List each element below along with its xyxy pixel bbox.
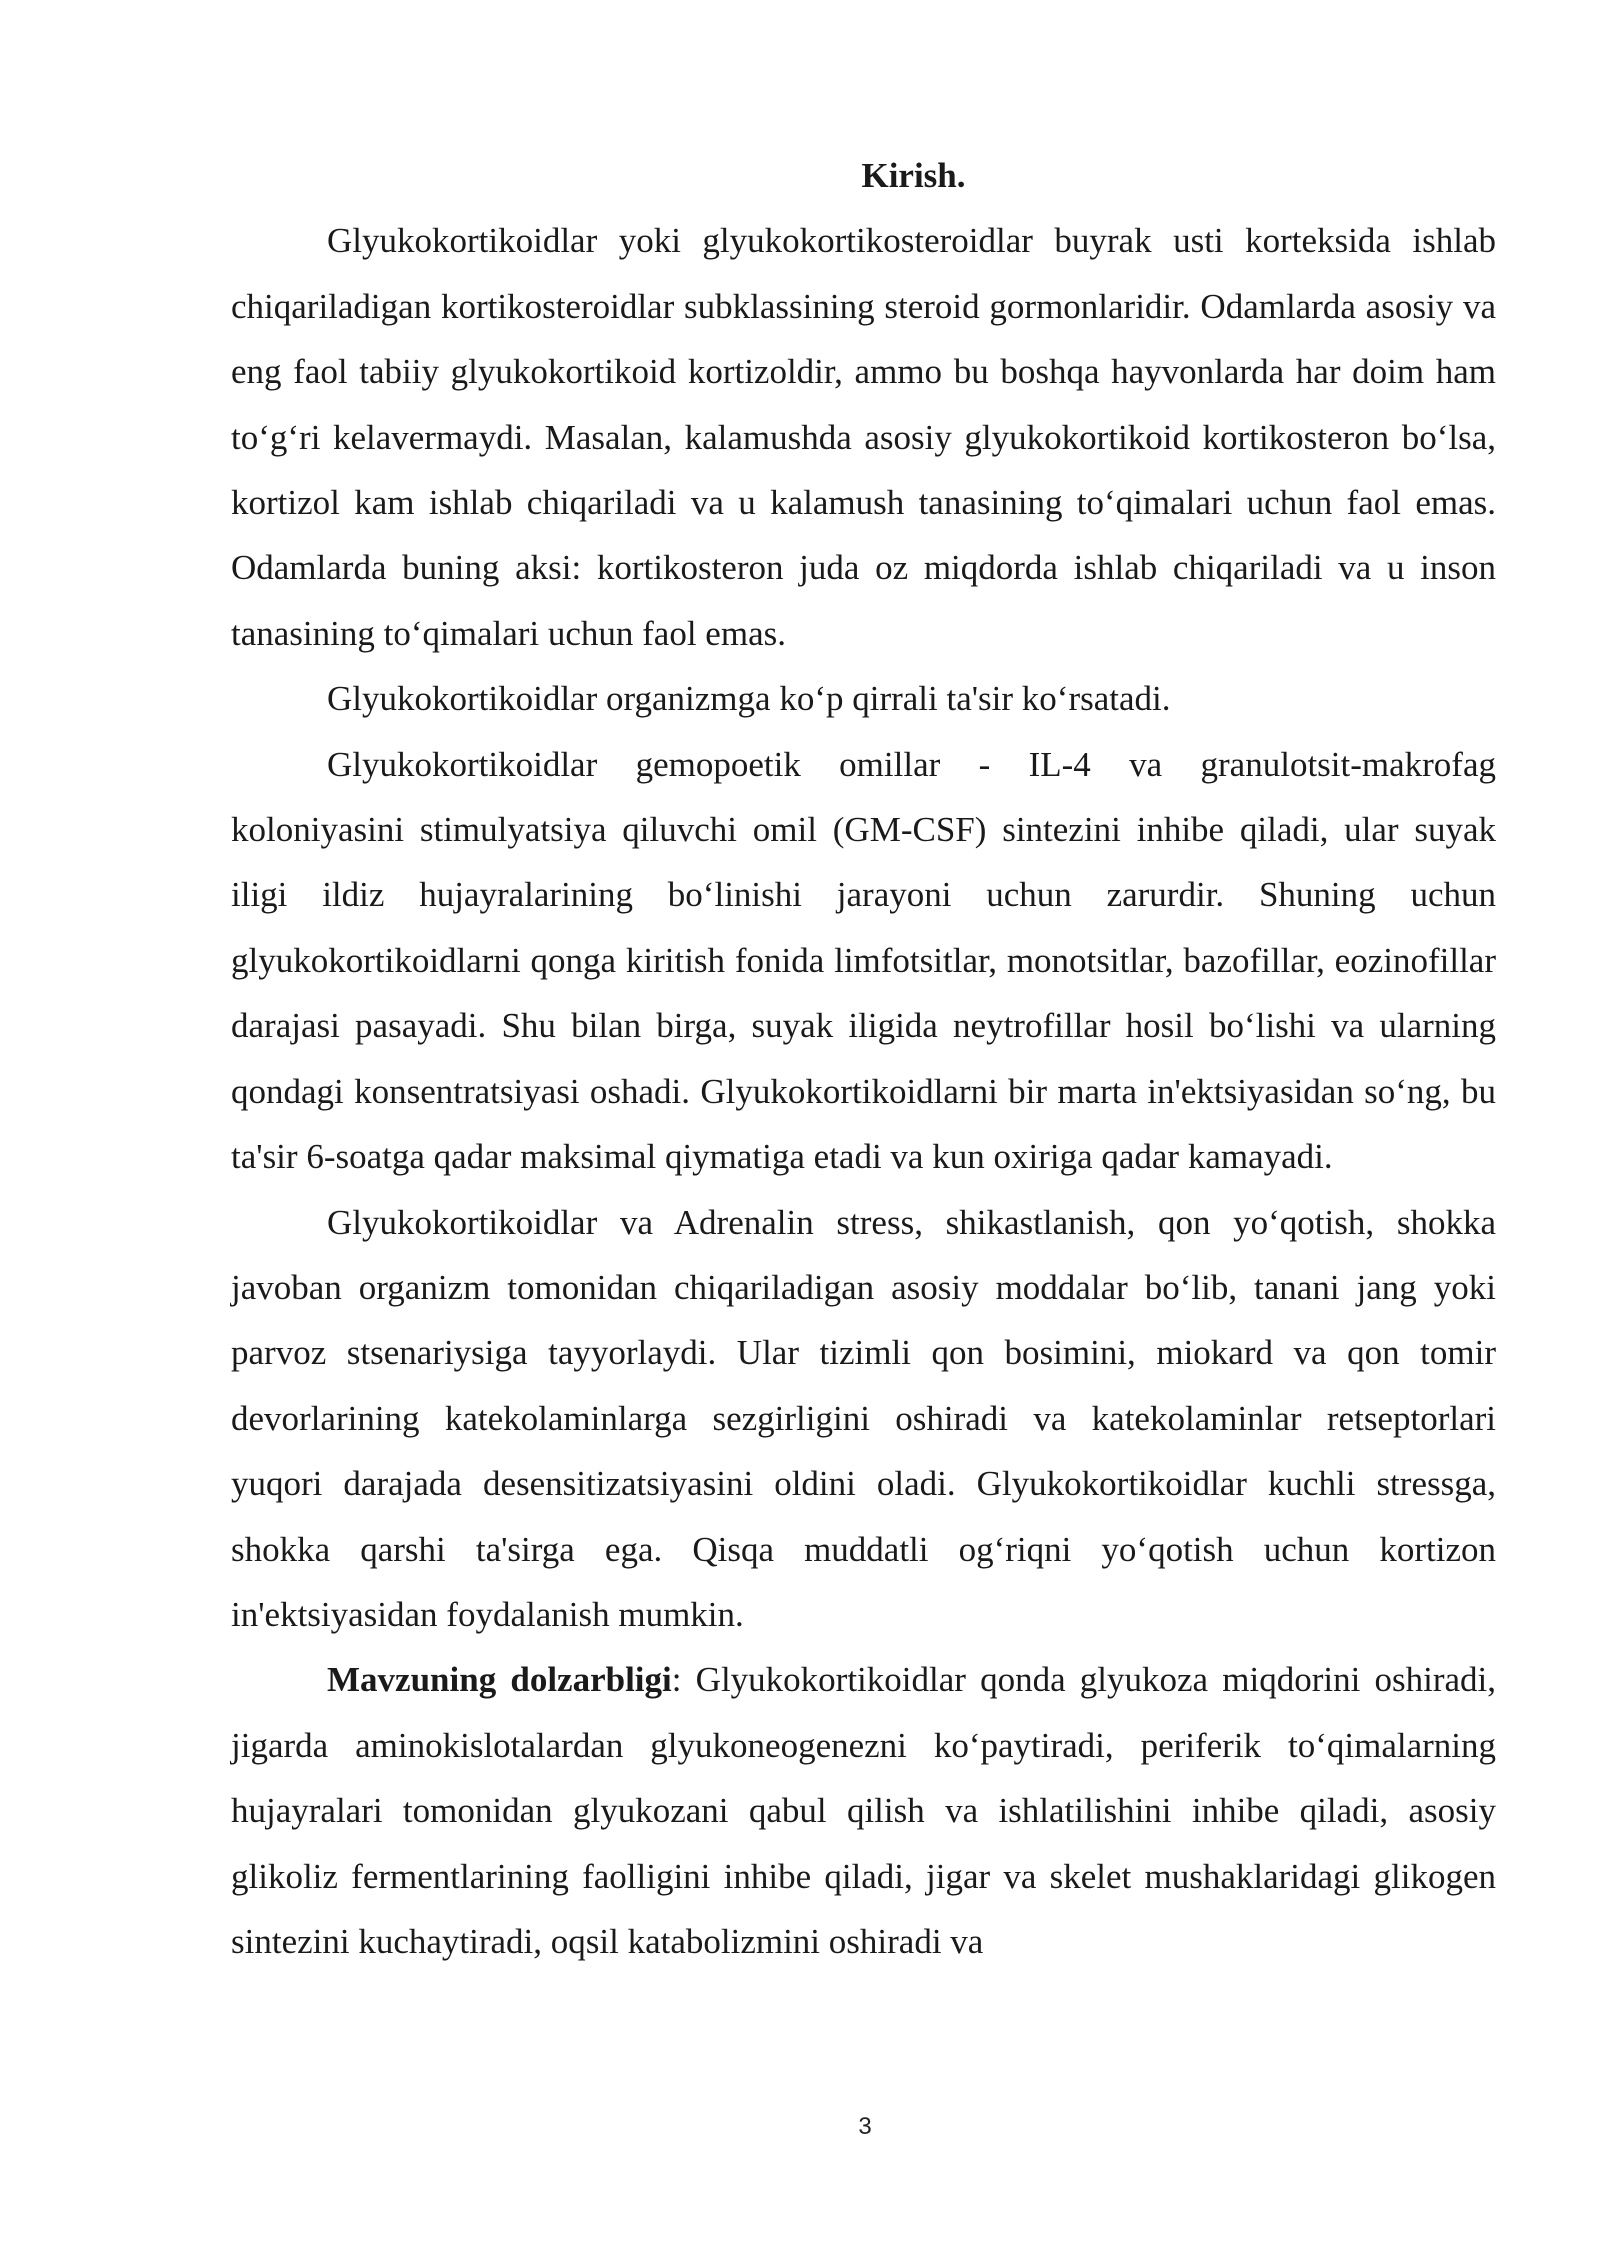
paragraph-text: : Glyukokortikoidlar qonda glyukoza miqdorini oshiradi, jigarda aminokislotalardan glyukoneogenezni ko‘paytiradi, periferik to‘qimalarning hujayralari tomonidan glyukozani qabul qilish va ishlatilishini inhibe qiladi, asosiy glikoliz fermentlarining faolligini inhibe qiladi, jigar va skelet mushaklaridagi glikogen sintezini kuchaytiradi, oqsil katabolizmini oshiradi va	[231, 1660, 1496, 1961]
paragraph-text: Glyukokortikoidlar va Adrenalin stress, shikastlanish, qon yo‘qotish, shokka javoban organizm tomonidan chiqariladigan asosiy moddalar bo‘lib, tanani jang yoki parvoz stsenariysiga tayyorlaydi. Ular tizimli qon bosimini, miokard va qon tomir devorlarining katekolaminlarga sezgirligini oshiradi va katekolaminlar retseptorlari yuqori darajada desensitizatsiyasini oldini oladi. Glyukokortikoidlar kuchli stressga, shokka qarshi ta'sirga ega. Qisqa muddatli og‘riqni yo‘qotish uchun kortizon in'ektsiyasidan foydalanish mumkin.	[231, 1202, 1496, 1634]
paragraph-relevance	[231, 1647, 1496, 1974]
paragraph-text: Glyukokortikoidlar organizmga ko‘p qirrali ta'sir ko‘rsatadi.	[327, 679, 1171, 719]
paragraph-stress	[231, 1190, 1496, 1648]
paragraph-text: Glyukokortikoidlar gemopoetik omillar - IL-4 va granulotsit-makrofag koloniyasini stimulyatsiya qiluvchi omil (GM-CSF) sintezini inhibe qiladi, ular suyak iligi ildiz hujayralarining bo‘linishi jarayoni uchun zarurdir. Shuning uchun glyukokortikoidlarni qonga kiritish fonida limfotsitlar, monotsitlar, bazofillar, eozinofillar darajasi pasayadi. Shu bilan birga, suyak iligida neytrofillar hosil bo‘lishi va ularning qondagi konsentratsiyasi oshadi. Glyukokortikoidlarni bir marta in'ektsiyasidan so‘ng, bu ta'sir 6-soatga qadar maksimal qiymatiga etadi va kun oxiriga qadar kamayadi.	[231, 744, 1496, 1177]
paragraph-intro	[231, 208, 1496, 666]
paragraph-hematopoietic	[231, 732, 1496, 1190]
paragraph-effects	[231, 666, 1496, 731]
page-number: 3	[858, 2113, 872, 2140]
paragraph-lead: Mavzuning dolzarbligi	[327, 1660, 672, 1700]
section-title: Kirish.	[861, 156, 966, 195]
paragraph-text: Glyukokortikoidlar yoki glyukokortikosteroidlar buyrak usti korteksida ishlab chiqariladigan kortikosteroidlar subklassining steroid gormonlaridir. Odamlarda asosiy va eng faol tabiiy glyukokortikoid kortizoldir, ammo bu boshqa hayvonlarda har doim ham to‘g‘ri kelavermaydi. Masalan, kalamushda asosiy glyukokortikoid kortikosteron bo‘lsa, kortizol kam ishlab chiqariladi va u kalamush tanasining to‘qimalari uchun faol emas. Odamlarda buning aksi: kortikosteron juda oz miqdorda ishlab chiqariladi va u inson tanasining to‘qimalari uchun faol emas.	[231, 221, 1496, 653]
page-body	[231, 143, 1496, 1974]
